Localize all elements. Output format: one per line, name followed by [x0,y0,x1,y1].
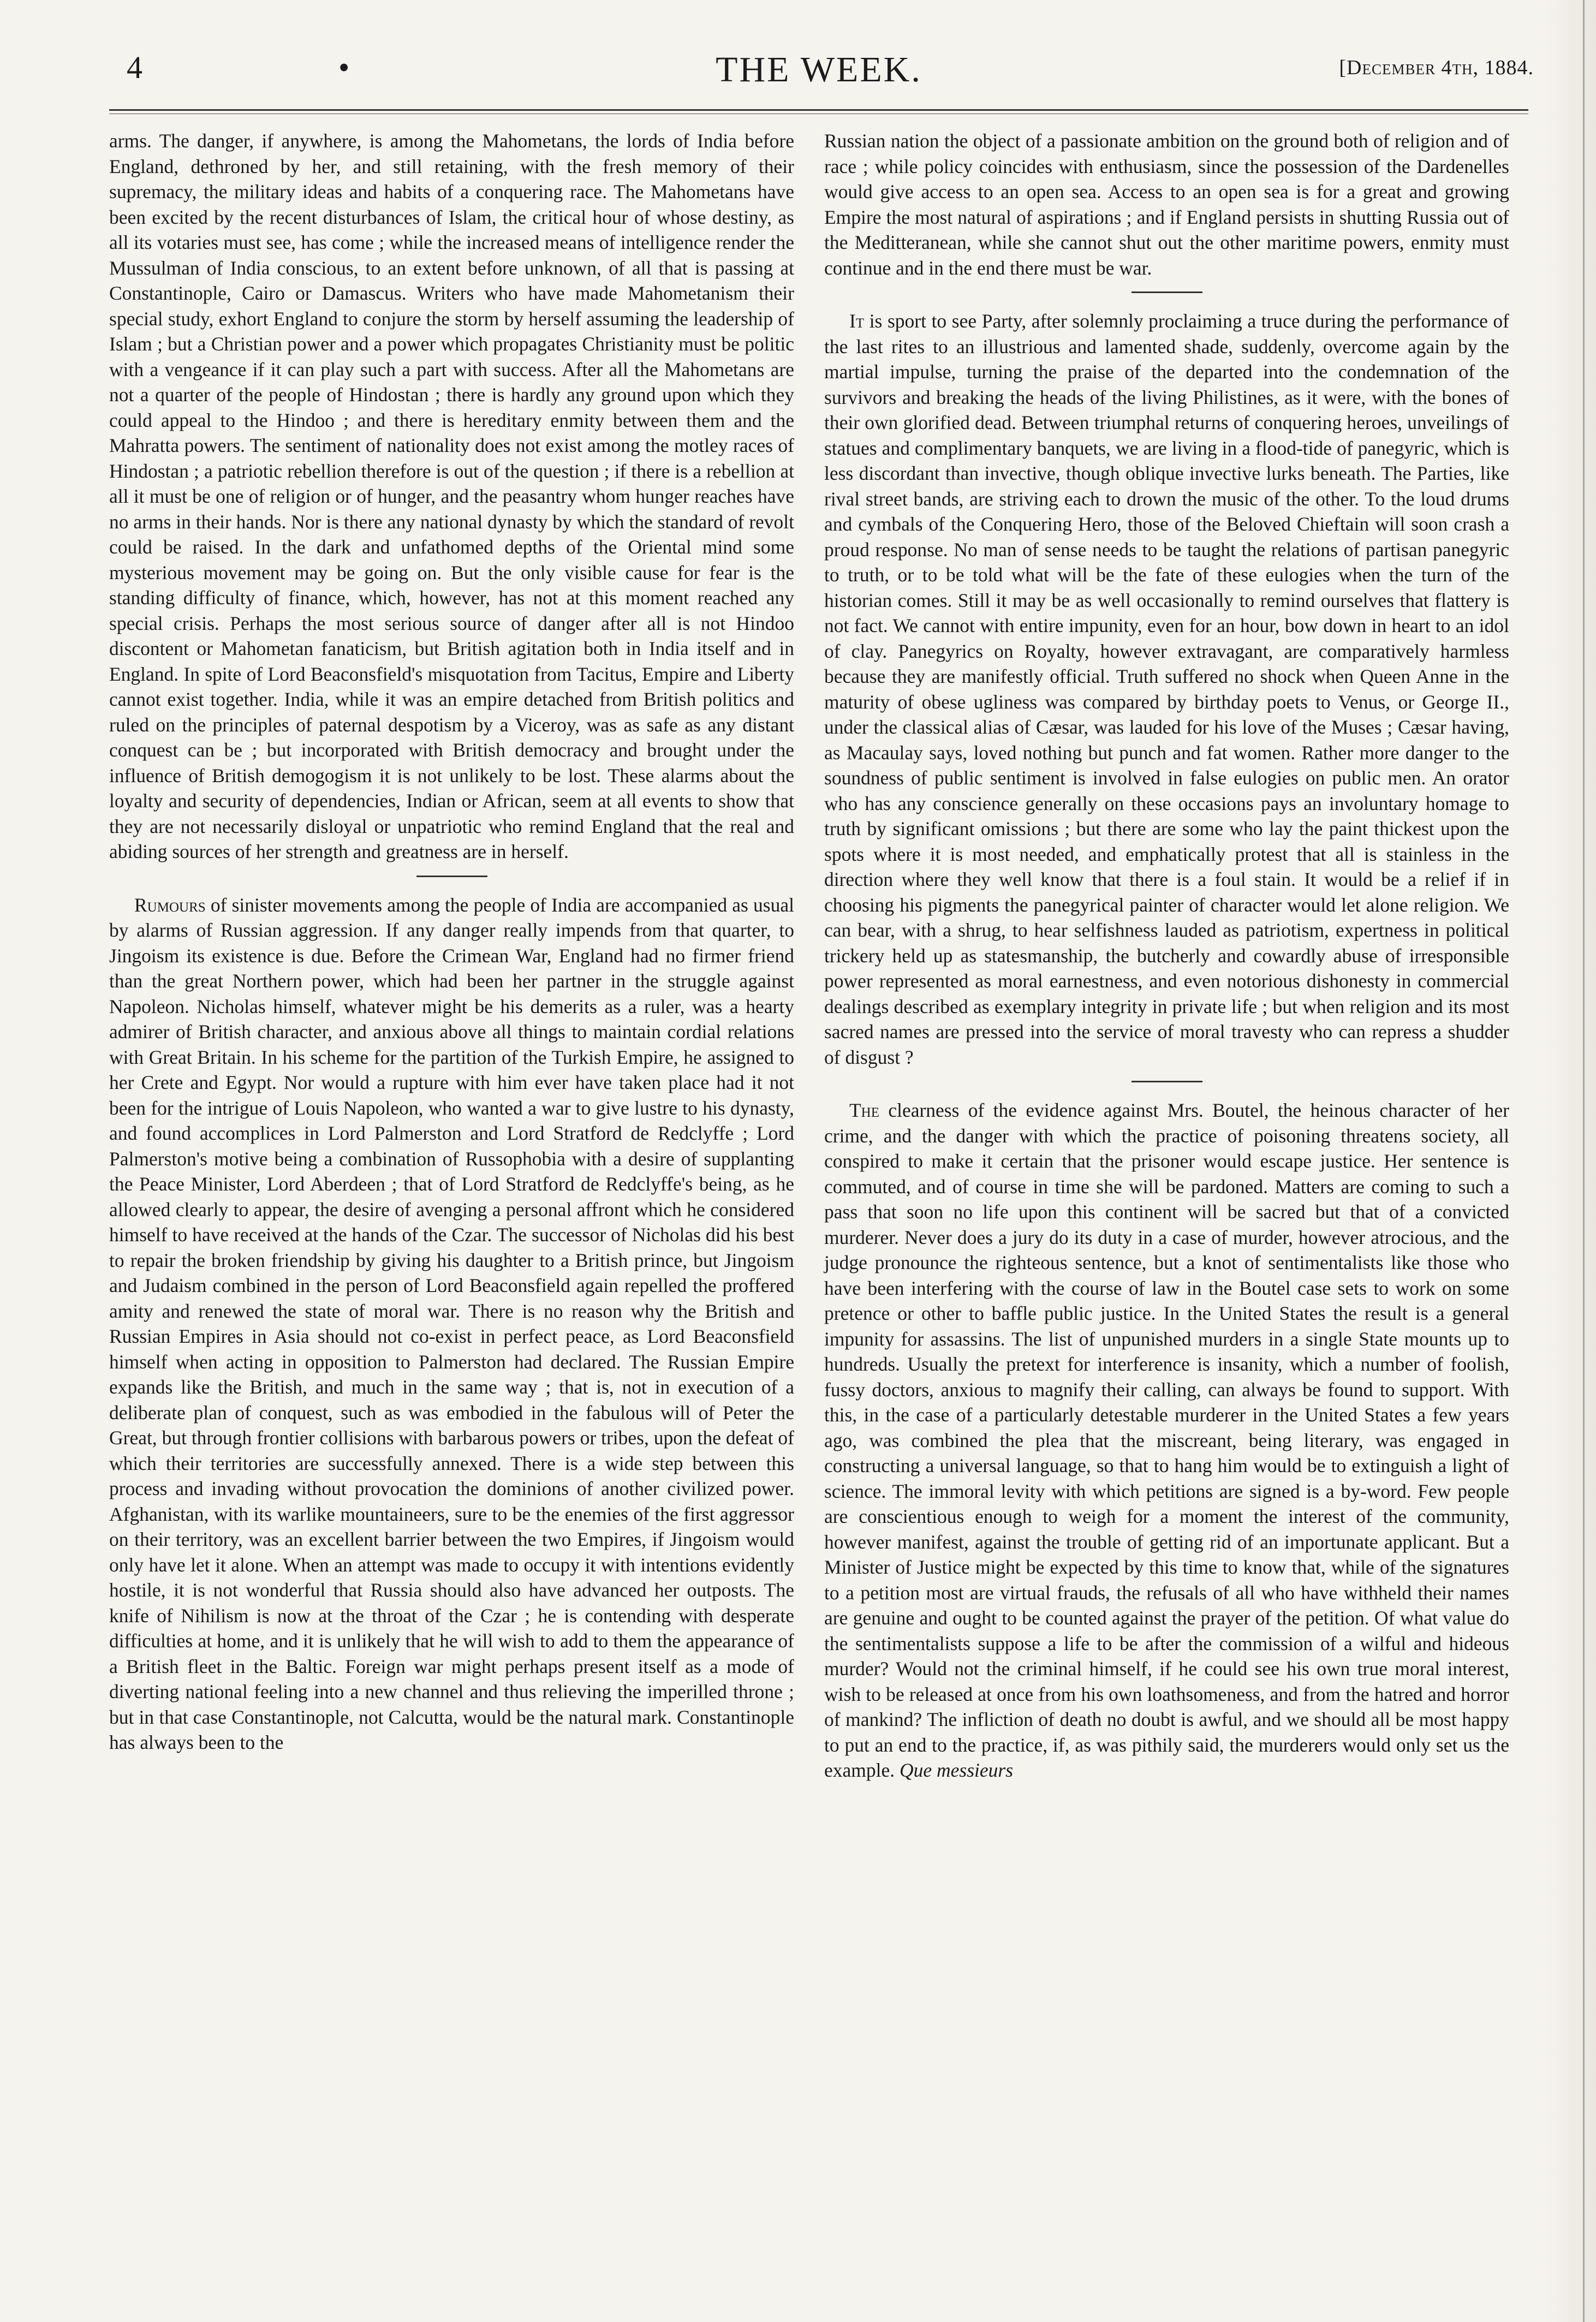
lead-word: The [849,1099,880,1121]
section-separator [416,876,487,877]
article-paragraph-party [824,308,1509,1070]
article-paragraph-rumours [109,892,794,1755]
left-column [109,128,794,1755]
adjacent-page-edge [1545,0,1596,2322]
page-number: 4 [127,50,142,85]
paragraph-body: clearness of the evidence against Mrs. Boutel, the heinous character of her crime, and the danger with which the practice of poisoning threatens society, all conspired to make it certain that the prisoner would escape justice. Her sentence is commuted, and of course in time she will be pardoned. Matters are coming to such a pass that soon no life upon this continent will be sacred but that of a convicted murderer. Never does a jury do its duty in a case of murder, however atrocious, and the judge pronounce the righteous sentence, but a knot of sentimentalists like those who have been interfering with the course of law in the Boutel case sets to work on some pretence or other to baffle public justice. In the United States the result is a general impunity for assassins. The list of unpunished murders in a single State mounts up to hundreds. Usually the pretext for interference is insanity, which a number of foolish, fussy doctors, anxious to magnify their calling, can always be found to support. With this, in the case of a particularly detestable murderer in the United States a few years ago, was combined the plea that the miscreant, being literary, was engaged in constructing a universal language, so that to hang him would be to extinguish a light of science. The immoral levity with which petitions are signed is a by-word. Few people are conscientious enough to weigh for a moment the interest of the community, however manifest, against the trouble of getting rid of an importunate applicant. But a Minister of Justice might be expected by this time to know that, while of the signatures to a petition most are virtual frauds, the refusals of all who have withheld their names are genuine and ought to be counted against the prayer of the petition. Of what value do the sentimentalists suppose a life to be after the commission of a wilful and hideous murder? Would not the criminal himself, if he could see his own true moral interest, wish to be released at once from his own loathsomeness, and from the hatred and horror of mankind? The infliction of death no doubt is awful, and we should all be most happy to put an end to the practice, if, as was pithily said, the murderers would only set us the example. [824,1099,1509,1781]
article-paragraph-india: arms. The danger, if anywhere, is among the Mahometans, the lords of India before England, dethroned by her, and still retaining, with the fresh memory of their supremacy, the military ideas and habits of a conquering race. The Mahometans have been excited by the recent disturbances of Islam, the critical hour of whose destiny, as all its votaries must see, has come ; while the increased means of intelligence render the Mussulman of India conscious, to an extent before unknown, of all that is passing at Constantinople, Cairo or Damascus. Writers who have made Mahometanism their special study, exhort England to conjure the storm by herself assuming the leadership of Islam ; but a Christian power and a power which propagates Christianity must be politic with a vengeance if it can play such a part with success. After all the Mahometans are not a quarter of the people of Hindostan ; there is hardly any ground upon which they could appeal to the Hindoo ; and there is hereditary enmity between them and the Mahratta powers. The sentiment of nationality does not exist among the motley races of Hindostan ; a patriotic rebellion therefore is out of the question ; if there is a rebellion at all it must be one of religion or of hunger, and the peasantry whom hunger reaches have no arms in their hands. Nor is there any national dynasty by which the standard of revolt could be raised. In the dark and unfathomed depths of the Oriental mind some mysterious movement may be going on. But the only visible cause for fear is the standing difficulty of finance, which, however, has not at this moment reached any special crisis. Perhaps the most serious source of danger after all is not Hindoo discontent or Mahometan fanaticism, but British agitation both in India itself and in England. In spite of Lord Beaconsfield's misquotation from Tacitus, Empire and Liberty cannot exist together. India, while it was an empire detached from British politics and ruled on the principles of paternal despotism by a Viceroy, was as safe as any distant conquest can be ; but incorporated with British democracy and brought under the influence of British demogogism it is not unlikely to be lost. These alarms about the loyalty and security of dependencies, Indian or African, seem at all events to show that they are not necessarily disloyal or unpatriotic who remind England that the real and abiding sources of her strength and greatness are in herself. [109,130,795,862]
header-rule [109,109,1528,111]
header-dot: • [338,50,350,85]
section-separator [1132,1081,1202,1082]
page-header [104,49,1534,98]
lead-word: It [849,310,865,332]
paragraph-body: of sinister movements among the people of India are accompanied as usual by alarms of Russian aggression. If any danger really impends from that quarter, to Jingoism its existence is due. Before the Crimean War, England had no firmer friend than the great Northern power, which had been her partner in the struggle against Napoleon. Nicholas himself, whatever might be his demerits as a ruler, was a hearty admirer of British character, and anxious above all things to maintain cordial relations with Great Britain. In his scheme for the partition of the Turkish Empire, he assigned to her Crete and Egypt. Nor would a rupture with him ever have taken place had it not been for the intrigue of Louis Napoleon, who wanted a war to give lustre to his dynasty, and found accomplices in Lord Palmerston and Lord Stratford de Redclyffe ; Lord Palmerston's motive being a combination of Russophobia with a desire of supplanting the Peace Minister, Lord Aberdeen ; that of Lord Stratford de Redclyffe's being, as he allowed clearly to appear, the desire of avenging a personal affront which he considered himself to have received at the hands of the Czar. The successor of Nicholas did his best to repair the broken friendship by giving his daughter to a British prince, but Jingoism and Judaism combined in the person of Lord Beaconsfield again repelled the proffered amity and renewed the state of moral war. There is no reason why the British and Russian Empires in Asia should not co-exist in perfect peace, as Lord Beaconsfield himself when acting in opposition to Palmerston had declared. The Russian Empire expands like the British, and much in the same way ; that is, not in execution of a deliberate plan of conquest, such as was embodied in the fabulous will of Peter the Great, but through frontier collisions with barbarous powers or tribes, upon the defeat of which their territories are successfully annexed. There is a wide step between this process and invading without provocation the dominions of another civilized power. Afghanistan, with its warlike mountaineers, sure to be the enemies of the first aggressor on their territory, was an excellent barrier between the two Empires, if Jingoism would only have let it alone. When an attempt was made to occupy it with intentions evidently hostile, it is not wonderful that Russia should also have advanced her outposts. The knife of Nihilism is now at the throat of the Czar ; he is contending with desperate difficulties at home, and it is unlikely that he will wish to add to them the appearance of a British fleet in the Baltic. Foreign war might perhaps present itself as a mode of diverting national feeling into a new channel and thus relieving the imperilled throne ; but in that case Constantinople, not Calcutta, would be the natural mark. Constantinople has always been to the [109,894,794,1753]
binding-edge-line [1583,0,1585,2322]
paragraph-tail-italic: Que messieurs [900,1759,1014,1781]
paragraph-body: is sport to see Party, after solemnly proclaiming a truce during the performance of the last rites to an illustrious and lamented shade, suddenly, overcome again by the martial impulse, turning the praise of the departed into the condemnation of the survivors and breaking the heads of the living Philistines, as it were, with the bones of their own glorified dead. Between triumphal returns of conquering heroes, unveilings of statues and complimentary banquets, we are living in a flood-tide of panegyric, which is less discordant than invective, though oblique invective lurks beneath. The Parties, like rival street bands, are striving each to drown the music of the other. To the loud drums and cymbals of the Conquering Hero, those of the Beloved Chieftain will soon crash a proud response. No man of sense needs to be taught the relations of partisan panegyric to truth, or to be told what will be the fate of these eulogies when the turn of the historian comes. Still it may be as well occasionally to remind ourselves that flattery is not fact. We cannot with entire impunity, even for an hour, bow down in heart to an idol of clay. Panegyrics on Royalty, however extravagant, are comparatively harmless because they are manifestly official. Truth suffered no shock when Queen Anne in the maturity of obese ugliness was compared by birthday poets to Venus, or George II., under the classical alias of Cæsar, was lauded for his love of the Muses ; Cæsar having, as Macaulay says, loved nothing but punch and fat women. Rather more danger to the soundness of public sentiment is involved in false eulogies on public men. An orator who has any conscience generally on these occasions pays an involuntary homage to truth by significant omissions ; but there are some who lay the paint thickest upon the spots where it is most needed, and emphatically protest that all is stainless in the direction where they well know that there is a foul stain. It would be a relief if in choosing his pigments the panegyrical painter of character would let alone religion. We can bear, with a shrug, to hear selfishness lauded as patriotism, expertness in political trickery held up as statesmanship, the butcherly and cowardly abuse of irresponsible power represented as moral earnestness, and even notorious dishonesty in commercial dealings described as exemplary integrity in private life ; but when religion and its most sacred names are pressed into the service of moral travesty who can repress a shudder of disgust ? [824,310,1509,1068]
lead-word: Rumours [134,894,206,916]
right-column [824,128,1509,1783]
issue-date: [December 4th, 1884. [1339,56,1534,79]
masthead-title: THE WEEK. [716,50,922,90]
section-separator [1132,291,1202,293]
article-paragraph-russia-continued: Russian nation the object of a passionate ambition on the ground both of religion and of race ; while policy coincides with enthusiasm, since the possession of the Dardenelles would give access to an open sea. Access to an open sea is for a great and growing Empire the most natural of aspirations ; and if England persists in shutting Russia out of the Meditteranean, while she cannot shut out the other maritime powers, enmity must continue and in the end there must be war. [824,130,1509,279]
article-paragraph-boutel [824,1098,1509,1783]
